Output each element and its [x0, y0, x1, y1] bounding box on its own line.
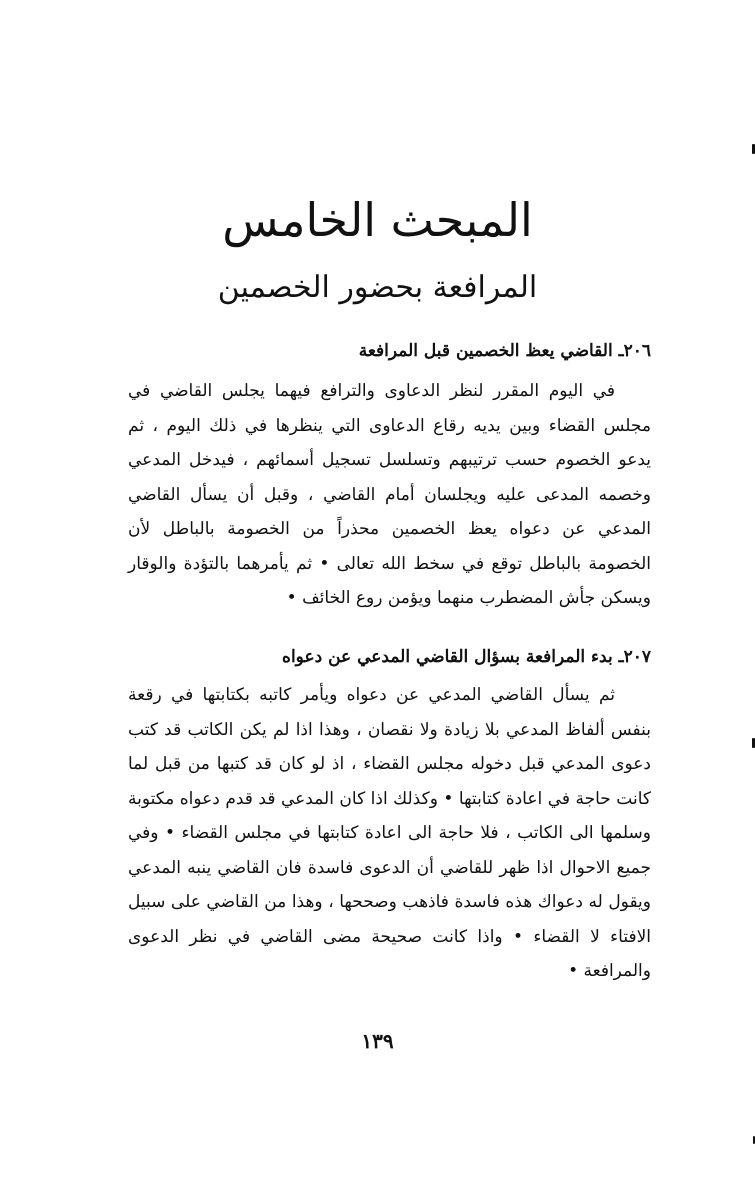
- section-206-paragraph: في اليوم المقرر لنظر الدعاوى والترافع فيهما يجلس القاضي في مجلس القضاء وبين يديه رقاع الدعاوى التي ينظرها في ذلك اليوم ، ثم يدعو الخصوم حسب ترتيبهم وتسلسل تسجيل أسمائهم ، فيدخل المدعي وخصمه المدعى عليه ويجلسان أمام القاضي ، وقبل أن يسأل القاضي المدعي عن دعواه يعظ الخصمين محذراً من الخصومة بالباطل لأن الخصومة بالباطل توقع في سخط الله تعالى • ثم يأمرهما بالتؤدة والوقار ويسكن جأش المضطرب منهما ويؤمن روع الخائف •: [128, 381, 651, 608]
- section-207: [128, 642, 651, 989]
- page-number: ١٣٩: [361, 1029, 394, 1053]
- section-206: [128, 336, 651, 616]
- section-207-heading: ٢٠٧ـ بدء المرافعة بسؤال القاضي المدعي عن دعواه: [282, 647, 651, 667]
- section-207-paragraph: ثم يسأل القاضي المدعي عن دعواه ويأمر كاتبه بكتابتها في رقعة بنفس ألفاظ المدعي بلا زيادة ولا نقصان ، وهذا اذا لم يكن الكاتب قد كتب دعوى المدعي قبل دخوله مجلس القضاء ، اذ لو كان قد كتبها من قبل لما كانت حاجة في اعادة كتابتها • وكذلك اذا كان المدعي قد قدم دعواه مكتوبة وسلمها الى الكاتب ، فلا حاجة الى اعادة كتابتها في مجلس القضاء • وفي جميع الاحوال اذا ظهر للقاضي أن الدعوى فاسدة فان القاضي ينبه المدعي ويقول له دعواك هذه فاسدة فاذهب وصححها ، وهذا من القاضي على سبيل الافتاء لا القضاء • واذا كانت صحيحة مضى القاضي في نظر الدعوى والمرافعة •: [128, 685, 651, 981]
- chapter-subtitle: المرافعة بحضور الخصمين: [217, 270, 538, 305]
- section-206-heading: ٢٠٦ـ القاضي يعظ الخصمين قبل المرافعة: [358, 341, 651, 361]
- chapter-title: المبحث الخامس: [222, 193, 533, 247]
